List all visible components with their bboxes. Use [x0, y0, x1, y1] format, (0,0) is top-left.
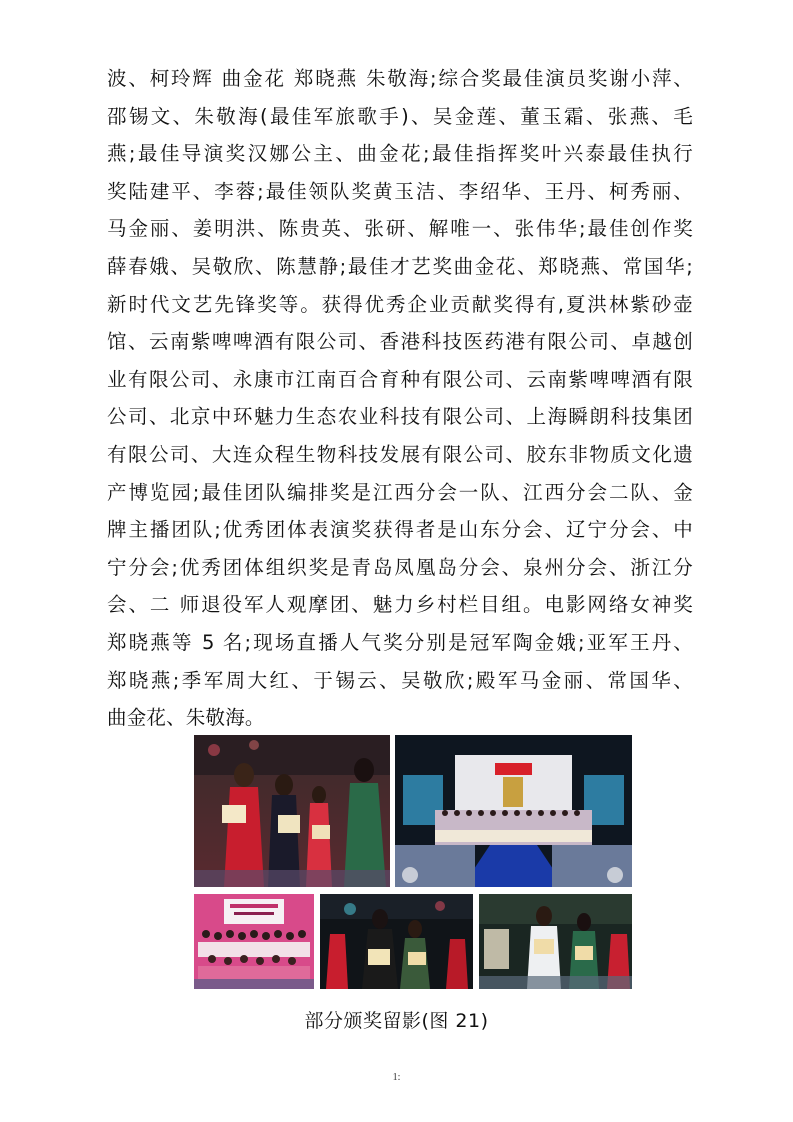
text-line: 奖陆建平、李蓉;最佳领队奖黄玉洁、李绍华、王丹、柯秀丽、: [107, 179, 693, 203]
text-line: 邵锡文、朱敬海(最佳军旅歌手)、吴金莲、董玉霜、张燕、毛: [107, 104, 693, 128]
text-line: 郑晓燕等 5 名;现场直播人气奖分别是冠军陶金娥;亚军王丹、: [107, 630, 693, 654]
text-line: 馆、云南紫啤啤酒有限公司、香港科技医药港有限公司、卓越创: [107, 330, 693, 354]
text-line: 宁分会;优秀团体组织奖是青岛凤凰岛分会、泉州分会、浙江分: [107, 555, 693, 579]
text-line: 曲金花、朱敬海。: [107, 706, 265, 730]
text-line: 产博览园;最佳团队编排奖是江西分会一队、江西分会二队、金: [107, 480, 693, 504]
body-paragraph: [107, 60, 693, 737]
photo-group-stage-wide: [395, 735, 632, 887]
text-line: 会、二 师退役军人观摩团、魅力乡村栏目组。电影网络女神奖: [107, 593, 693, 617]
text-line: 燕;最佳导演奖汉娜公主、曲金花;最佳指挥奖叶兴泰最佳执行: [107, 142, 693, 166]
text-line: 波、柯玲辉 曲金花 郑晓燕 朱敬海;综合奖最佳演员奖谢小萍、: [107, 67, 693, 90]
photo-award-certificates-right: [479, 894, 632, 989]
photo-award-ceremony-stage-left: [194, 735, 390, 887]
photo-group-pink-backdrop: [194, 894, 314, 989]
text-line: 牌主播团队;优秀团体表演奖获得者是山东分会、辽宁分会、中: [107, 518, 693, 542]
photo-award-presentation-center: [320, 894, 473, 989]
figure-caption: 部分颁奖留影(图 21): [304, 1010, 489, 1032]
page-number: 1:: [392, 1072, 401, 1083]
text-line: 郑晓燕;季军周大红、于锡云、吴敬欣;殿军马金丽、常国华、: [107, 668, 693, 692]
text-line: 业有限公司、永康市江南百合育种有限公司、云南紫啤啤酒有限: [107, 367, 693, 391]
text-line: 薛春娥、吴敬欣、陈慧静;最佳才艺奖曲金花、郑晓燕、常国华;: [107, 254, 693, 278]
text-line: 有限公司、大连众程生物科技发展有限公司、胶东非物质文化遗: [107, 442, 693, 466]
text-line: 公司、北京中环魅力生态农业科技有限公司、上海瞬朗科技集团: [107, 405, 693, 429]
text-line: 马金丽、姜明洪、陈贵英、张研、解唯一、张伟华;最佳创作奖: [107, 217, 693, 241]
text-line: 新时代文艺先锋奖等。获得优秀企业贡献奖得有,夏洪林紫砂壶: [107, 292, 693, 316]
